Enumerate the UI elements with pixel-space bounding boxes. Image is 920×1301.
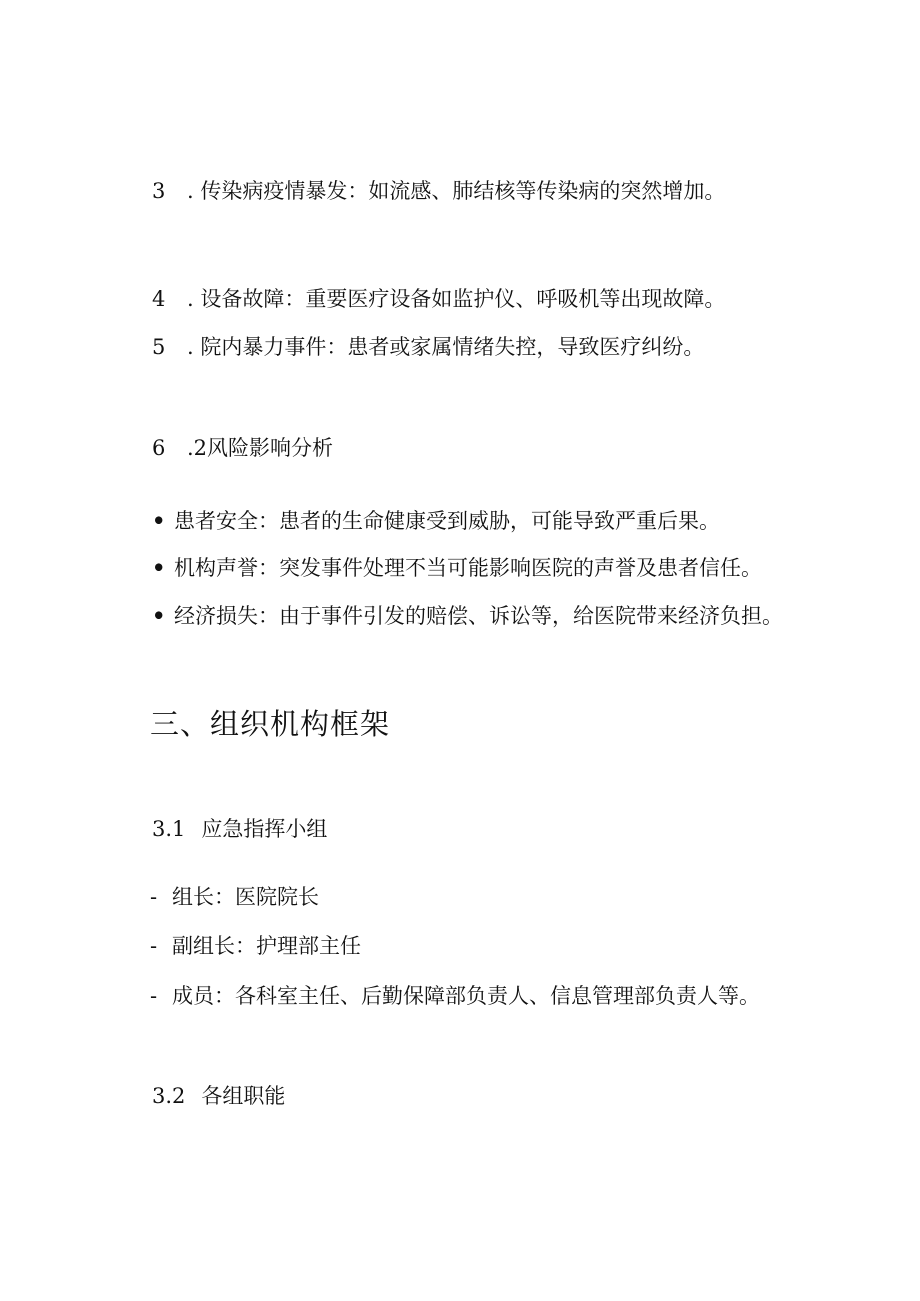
- bullet-mark: •: [152, 555, 166, 580]
- list-item-text: 副组长：护理部主任: [172, 934, 361, 958]
- bullet-text: 经济损失：由于事件引发的赔偿、诉讼等，给医院带来经济负担。: [174, 604, 783, 628]
- bullet-item: [152, 601, 783, 631]
- bullet-text: 机构声誉：突发事件处理不当可能影响医院的声誉及患者信任。: [174, 556, 762, 580]
- subsection-number: 3.2: [152, 1084, 186, 1108]
- subsection-title: 应急指挥小组: [201, 817, 328, 841]
- dash-mark: -: [150, 984, 158, 1008]
- numbered-item: [152, 332, 704, 362]
- bullet-mark: •: [152, 603, 166, 628]
- subsection-heading: [152, 814, 327, 844]
- subsection-title: .2风险影响分析: [187, 436, 334, 460]
- dash-mark: -: [150, 885, 158, 909]
- subsection-heading: [152, 1081, 285, 1111]
- numbered-item: [152, 284, 725, 314]
- item-number: 4: [152, 287, 166, 311]
- bullet-item: [152, 553, 762, 583]
- dash-mark: -: [150, 934, 158, 958]
- bullet-text: 患者安全：患者的生命健康受到威胁，可能导致严重后果。: [174, 509, 720, 533]
- subsection-heading: [152, 433, 333, 463]
- subsection-title: 各组职能: [201, 1084, 286, 1108]
- subsection-number: 6: [152, 436, 166, 460]
- numbered-item: [152, 176, 725, 206]
- item-number: 5: [152, 335, 166, 359]
- list-item-text: 组长：医院院长: [172, 885, 319, 909]
- bullet-item: [152, 506, 720, 536]
- item-text: . 设备故障：重要医疗设备如监护仪、呼吸机等出现故障。: [187, 287, 726, 311]
- bullet-mark: •: [152, 508, 166, 533]
- subsection-number: 3.1: [152, 817, 186, 841]
- item-text: . 传染病疫情暴发：如流感、肺结核等传染病的突然增加。: [187, 179, 726, 203]
- item-number: 3: [152, 179, 166, 203]
- list-item-text: 成员：各科室主任、后勤保障部负责人、信息管理部负责人等。: [172, 984, 760, 1008]
- section-heading: 三、组织机构框架: [150, 707, 391, 741]
- list-item: [150, 931, 361, 961]
- list-item: [150, 981, 760, 1011]
- item-text: . 院内暴力事件：患者或家属情绪失控，导致医疗纠纷。: [187, 335, 705, 359]
- list-item: [150, 882, 319, 912]
